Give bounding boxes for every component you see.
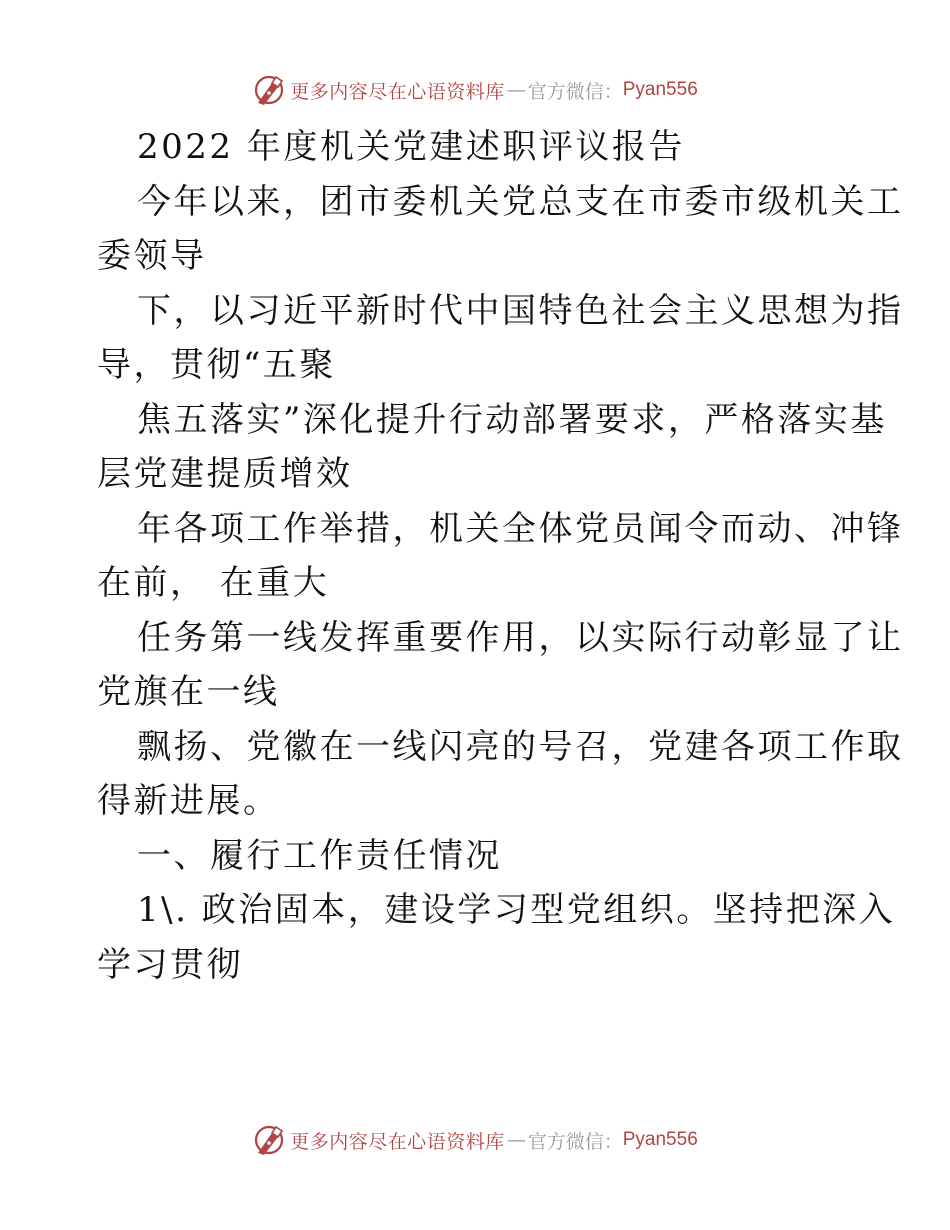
paragraph-line: 今年以来，团市委机关党总支在市委市级机关工 [137,181,904,222]
watermark-wechat-label: 官方微信： [527,80,623,103]
paragraph-line: 下，以习近平新时代中国特色社会主义思想为指 [137,290,904,331]
watermark-separator: — [506,1129,526,1151]
watermark-separator: — [506,79,526,101]
document-title: 2022 年度机关党建述职评议报告 [137,127,685,167]
paragraph-line: 年各项工作举措，机关全体党员闻令而动、冲锋 [137,508,904,549]
paragraph-line: 党旗在一线 [97,672,280,712]
paragraph-line: 导，贯彻“五聚 [97,345,336,385]
watermark-site-text: 更多内容尽在心语资料库 [290,1130,505,1153]
paragraph-line: 焦五落实”深化提升行动部署要求，严格落实基 [137,399,887,440]
pen-nib-logo-icon [252,1123,286,1157]
paragraph-line: 任务第一线发挥重要作用，以实际行动彰显了让 [137,617,904,658]
watermark-site-text: 更多内容尽在心语资料库 [290,80,505,103]
paragraph-line: 飘扬、党徽在一线闪亮的号召，党建各项工作取 [137,726,904,767]
paragraph-line: 1\. 政治固本，建设学习型党组织。坚持把深入 [137,890,896,930]
paragraph-line: 在前， 在重大 [97,563,330,603]
watermark-wechat-id: Pyan556 [622,1129,698,1150]
header-watermark [0,70,950,110]
footer-watermark [0,1120,950,1160]
document-body [97,120,904,992]
paragraph-line: 层党建提质增效 [97,454,353,494]
paragraph-line: 委领导 [97,236,207,276]
watermark-wechat-id: Pyan556 [622,79,698,100]
pen-nib-logo-icon [252,73,286,107]
paragraph-line: 学习贯彻 [97,944,243,985]
section-heading: 一、履行工作责任情况 [137,835,502,876]
paragraph-line: 得新进展。 [97,781,280,821]
watermark-wechat-label: 官方微信： [527,1130,623,1153]
